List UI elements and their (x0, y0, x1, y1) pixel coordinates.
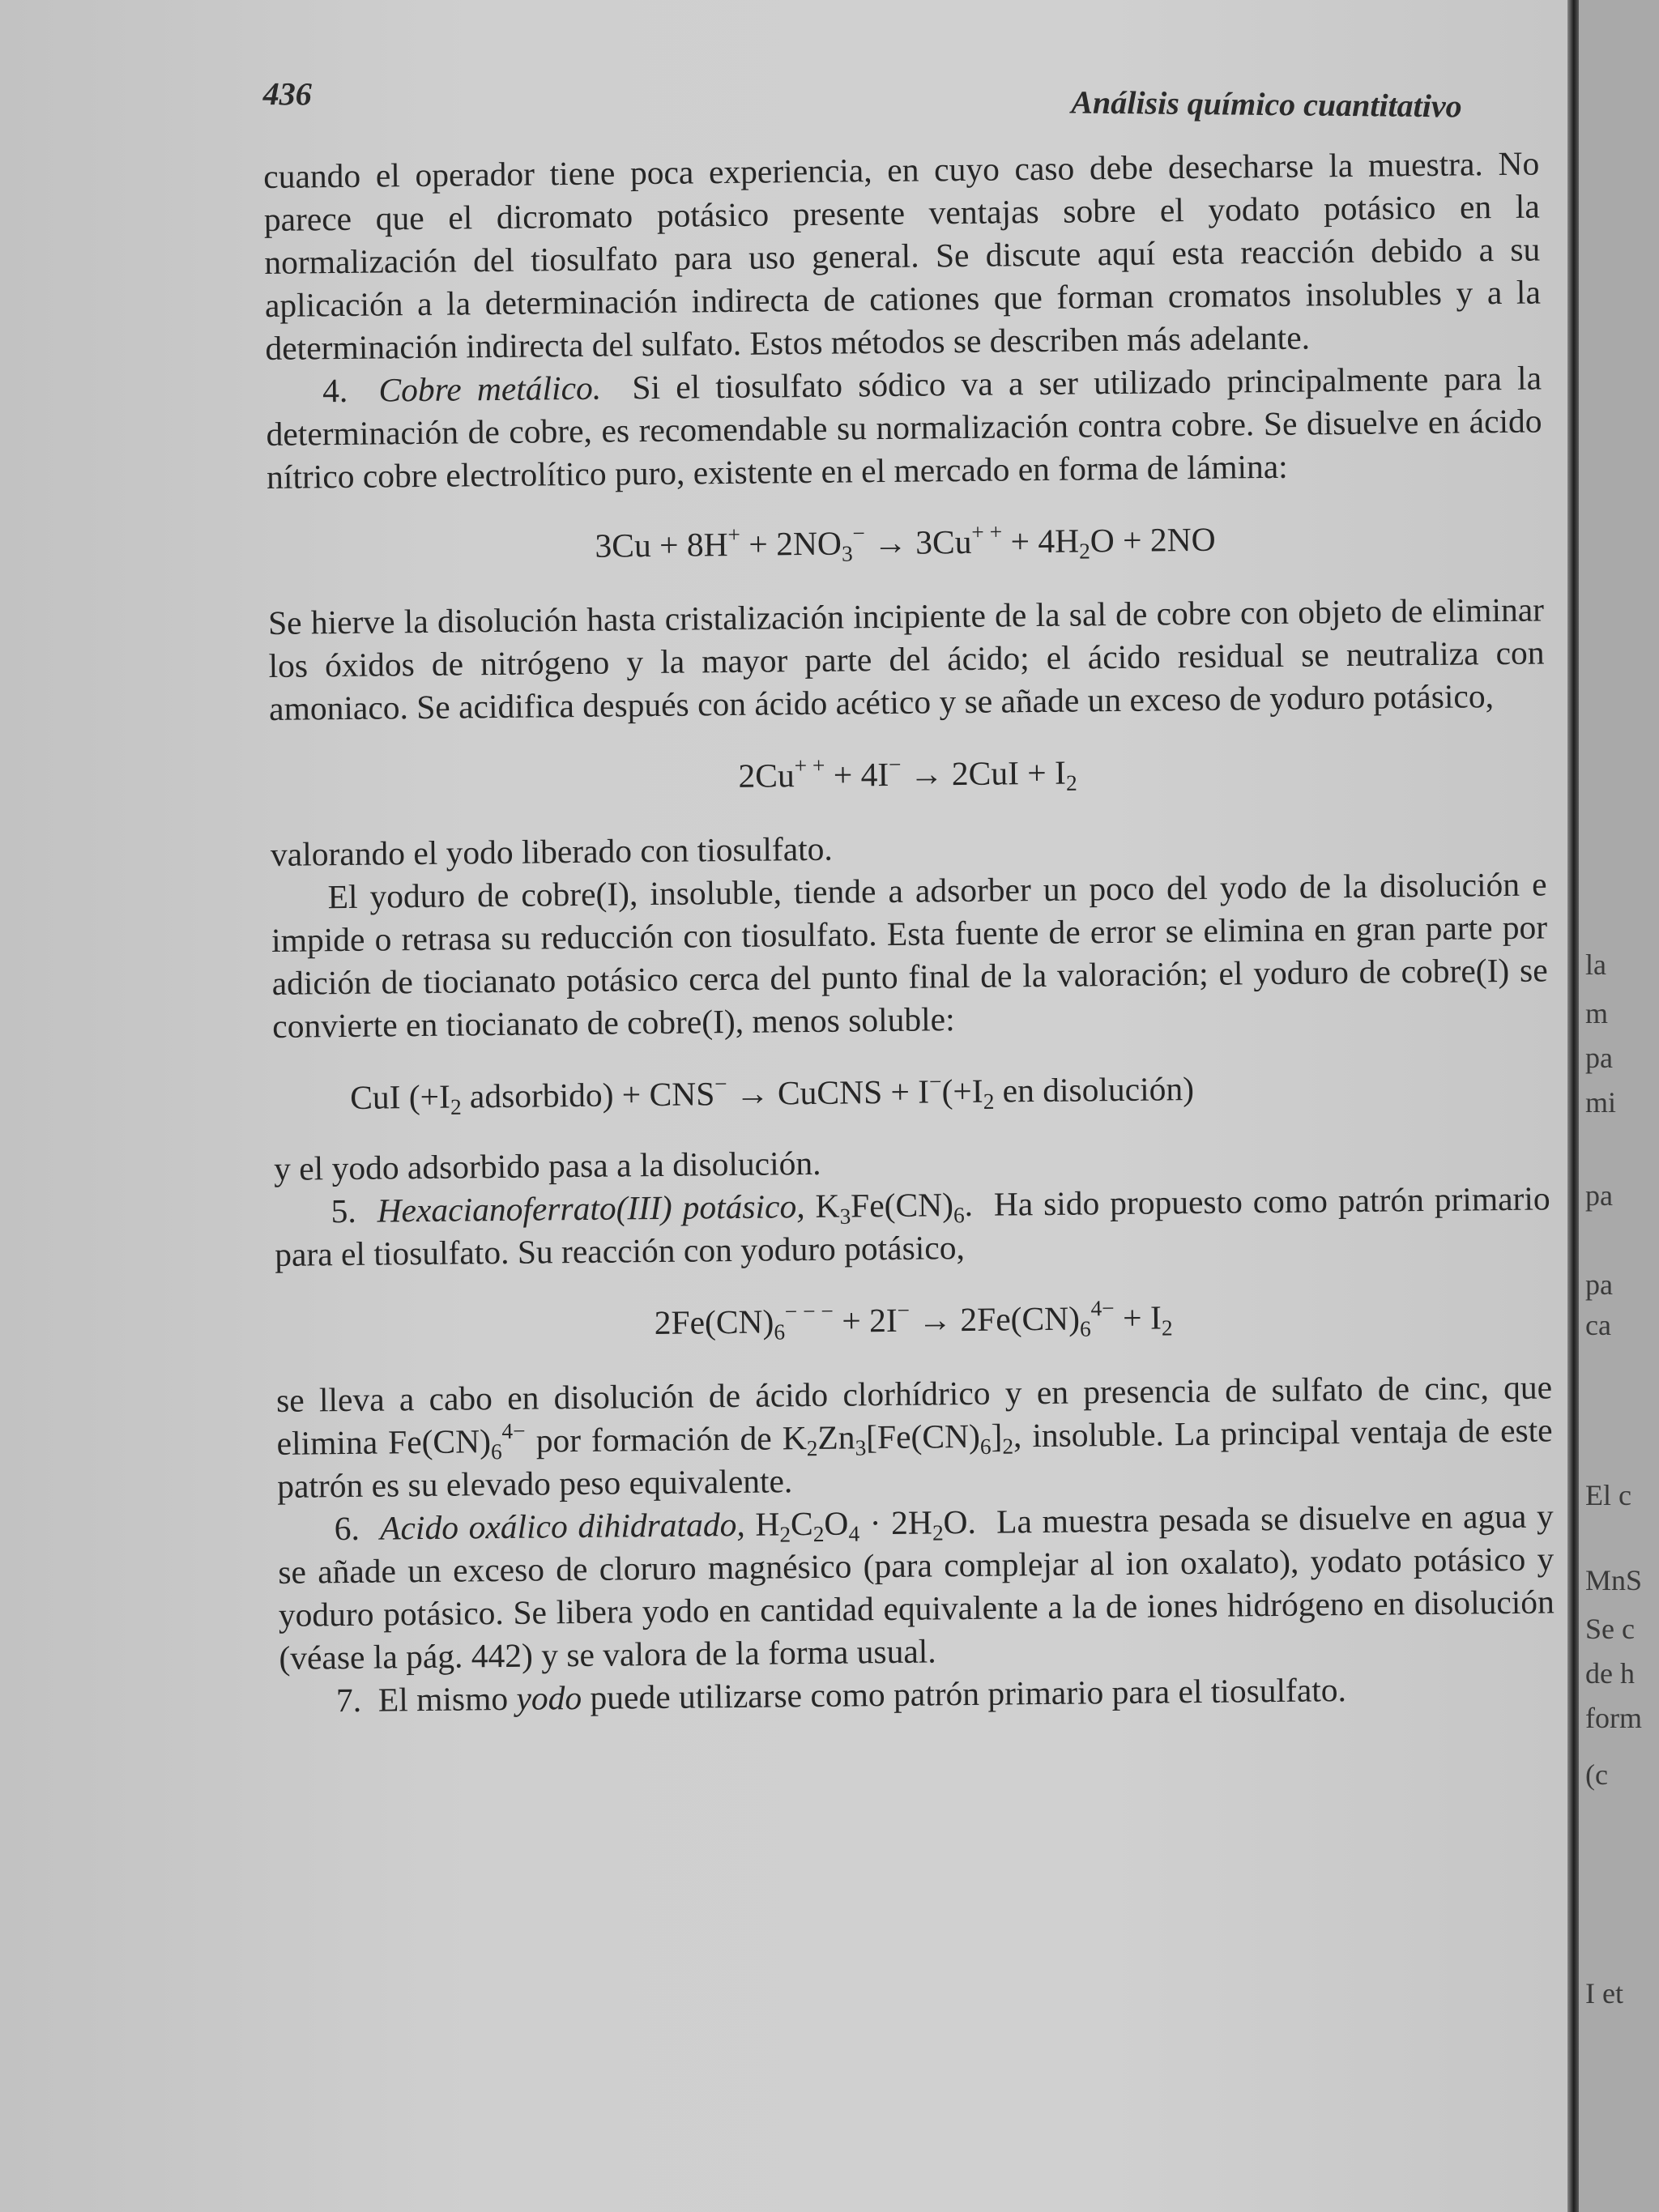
item-5-title: Hexacianoferrato(III) potásico, (377, 1187, 805, 1230)
paragraph-2: Se hierve la disolución hasta cristalización incipiente de la sal de cobre con objeto de eliminar los óxidos de nitrógeno y la mayor parte del ácido; el ácido residual se neutraliza con amoniaco. Se acidifica después con ácido acético y se añade un exceso de yoduro potásico, (267, 590, 1545, 727)
page-number: 436 (262, 75, 312, 113)
running-title: Análisis químico cuantitativo (1071, 83, 1462, 125)
item-6-number: 6. (334, 1509, 360, 1548)
adjacent-page-edge: la m pa mi pa pa ca El c MnS Se c de h form (c I et (1579, 0, 1659, 2212)
equation-1: $3Cu + 8H^+ + 2NO_3^- \to 3Cu^{+ +} + 4H_2O + 2NO$ (595, 519, 1216, 566)
item-6 (277, 1494, 1555, 1679)
item-5-formula: $K_3Fe(CN)_6$. (815, 1185, 974, 1229)
item-5-number: 5. (331, 1191, 357, 1230)
item-5-text: Ha sido propuesto como patrón primario para el tiosulfato. Su reacción con yoduro potásico, (274, 1179, 1550, 1273)
item-6-formula: $H_2C_2O_4 \cdot 2H_2O$. (755, 1502, 977, 1547)
page-header (262, 75, 1462, 135)
item-6-text: La muestra pesada se disuelve en agua y se añade un exceso de cloruro magnésico (para complejar al ion oxalato), yodato potásico y yoduro potásico. Se libera yodo en cantidad equivalente a la de iones hidrógeno en disolución (véase la pág. 442) y se valora de la forma usual. (278, 1497, 1555, 1677)
item-5 (274, 1177, 1550, 1276)
book-spine (1567, 0, 1579, 2212)
page-body (263, 143, 1555, 1723)
equation-4: $2Fe(CN)_6^{- - -} + 2I^- \to 2Fe(CN)_6^{4-} + I_2$ (654, 1296, 1173, 1345)
item-7-number: 7. (335, 1681, 362, 1720)
paragraph-6: se lleva a cabo en disolución de ácido clorhídrico y en presencia de sulfato de cinc, que elimina $Fe(CN)_6^{4-}$ por formación de $K_2Zn_3[Fe(CN)_6]_2$, insoluble. La principal ventaja de este patrón es su elevado peso equivalente. (275, 1368, 1553, 1505)
equation-3: CuI ($+I_2$ adsorbido) + CNS− → CuCNS + $I^-(+I_2$ en disolución) (349, 1069, 1195, 1119)
item-4-number: 4. (322, 371, 348, 410)
item-7: 7. El mismo yodo puede utilizarse como patrón primario para el tiosulfato. (335, 1671, 1347, 1720)
item-4-text: Si el tiosulfato sódico va a ser utilizado principalmente para la determinación de cobre, es recomendable su normalización contra cobre. Se disuelve en ácido nítrico cobre electrolítico puro, existente en el mercado en forma de lámina: (266, 359, 1542, 496)
paragraph-4: El yoduro de cobre(I), insoluble, tiende a adsorber un poco del yodo de la disolución e impide o retrasa su reducción con tiosulfato. Esta fuente de error se elimina en gran parte por adición de tiocianato potásico cerca del punto final de la valoración; el yoduro de cobre(I) se convierte en tiocianato de cobre(I), menos soluble: (271, 865, 1548, 1045)
equation-2: $2Cu^{+ +} + 4I^- \to 2CuI + I_2$ (738, 752, 1077, 795)
item-4 (266, 356, 1543, 498)
paragraph-5: y el yodo adsorbido pasa a la disolución. (273, 1144, 821, 1187)
item-4-title: Cobre metálico. (378, 369, 602, 409)
paragraph-3: valorando el yodo liberado con tiosulfato. (270, 829, 834, 873)
item-6-title: Acido oxálico dihidratado, (379, 1505, 745, 1547)
paragraph-1: cuando el operador tiene poca experiencia, en cuyo caso debe desecharse la muestra. No parece que el dicromato potásico presente ventajas sobre el yodato potásico en la normalización del tiosulfato para uso general. Se discute aquí esta reacción debido a su aplicación a la determinación indirecta de cationes que forman cromatos insolubles y a la determinación indirecta del sulfato. Estos métodos se describen más adelante. (263, 144, 1542, 367)
